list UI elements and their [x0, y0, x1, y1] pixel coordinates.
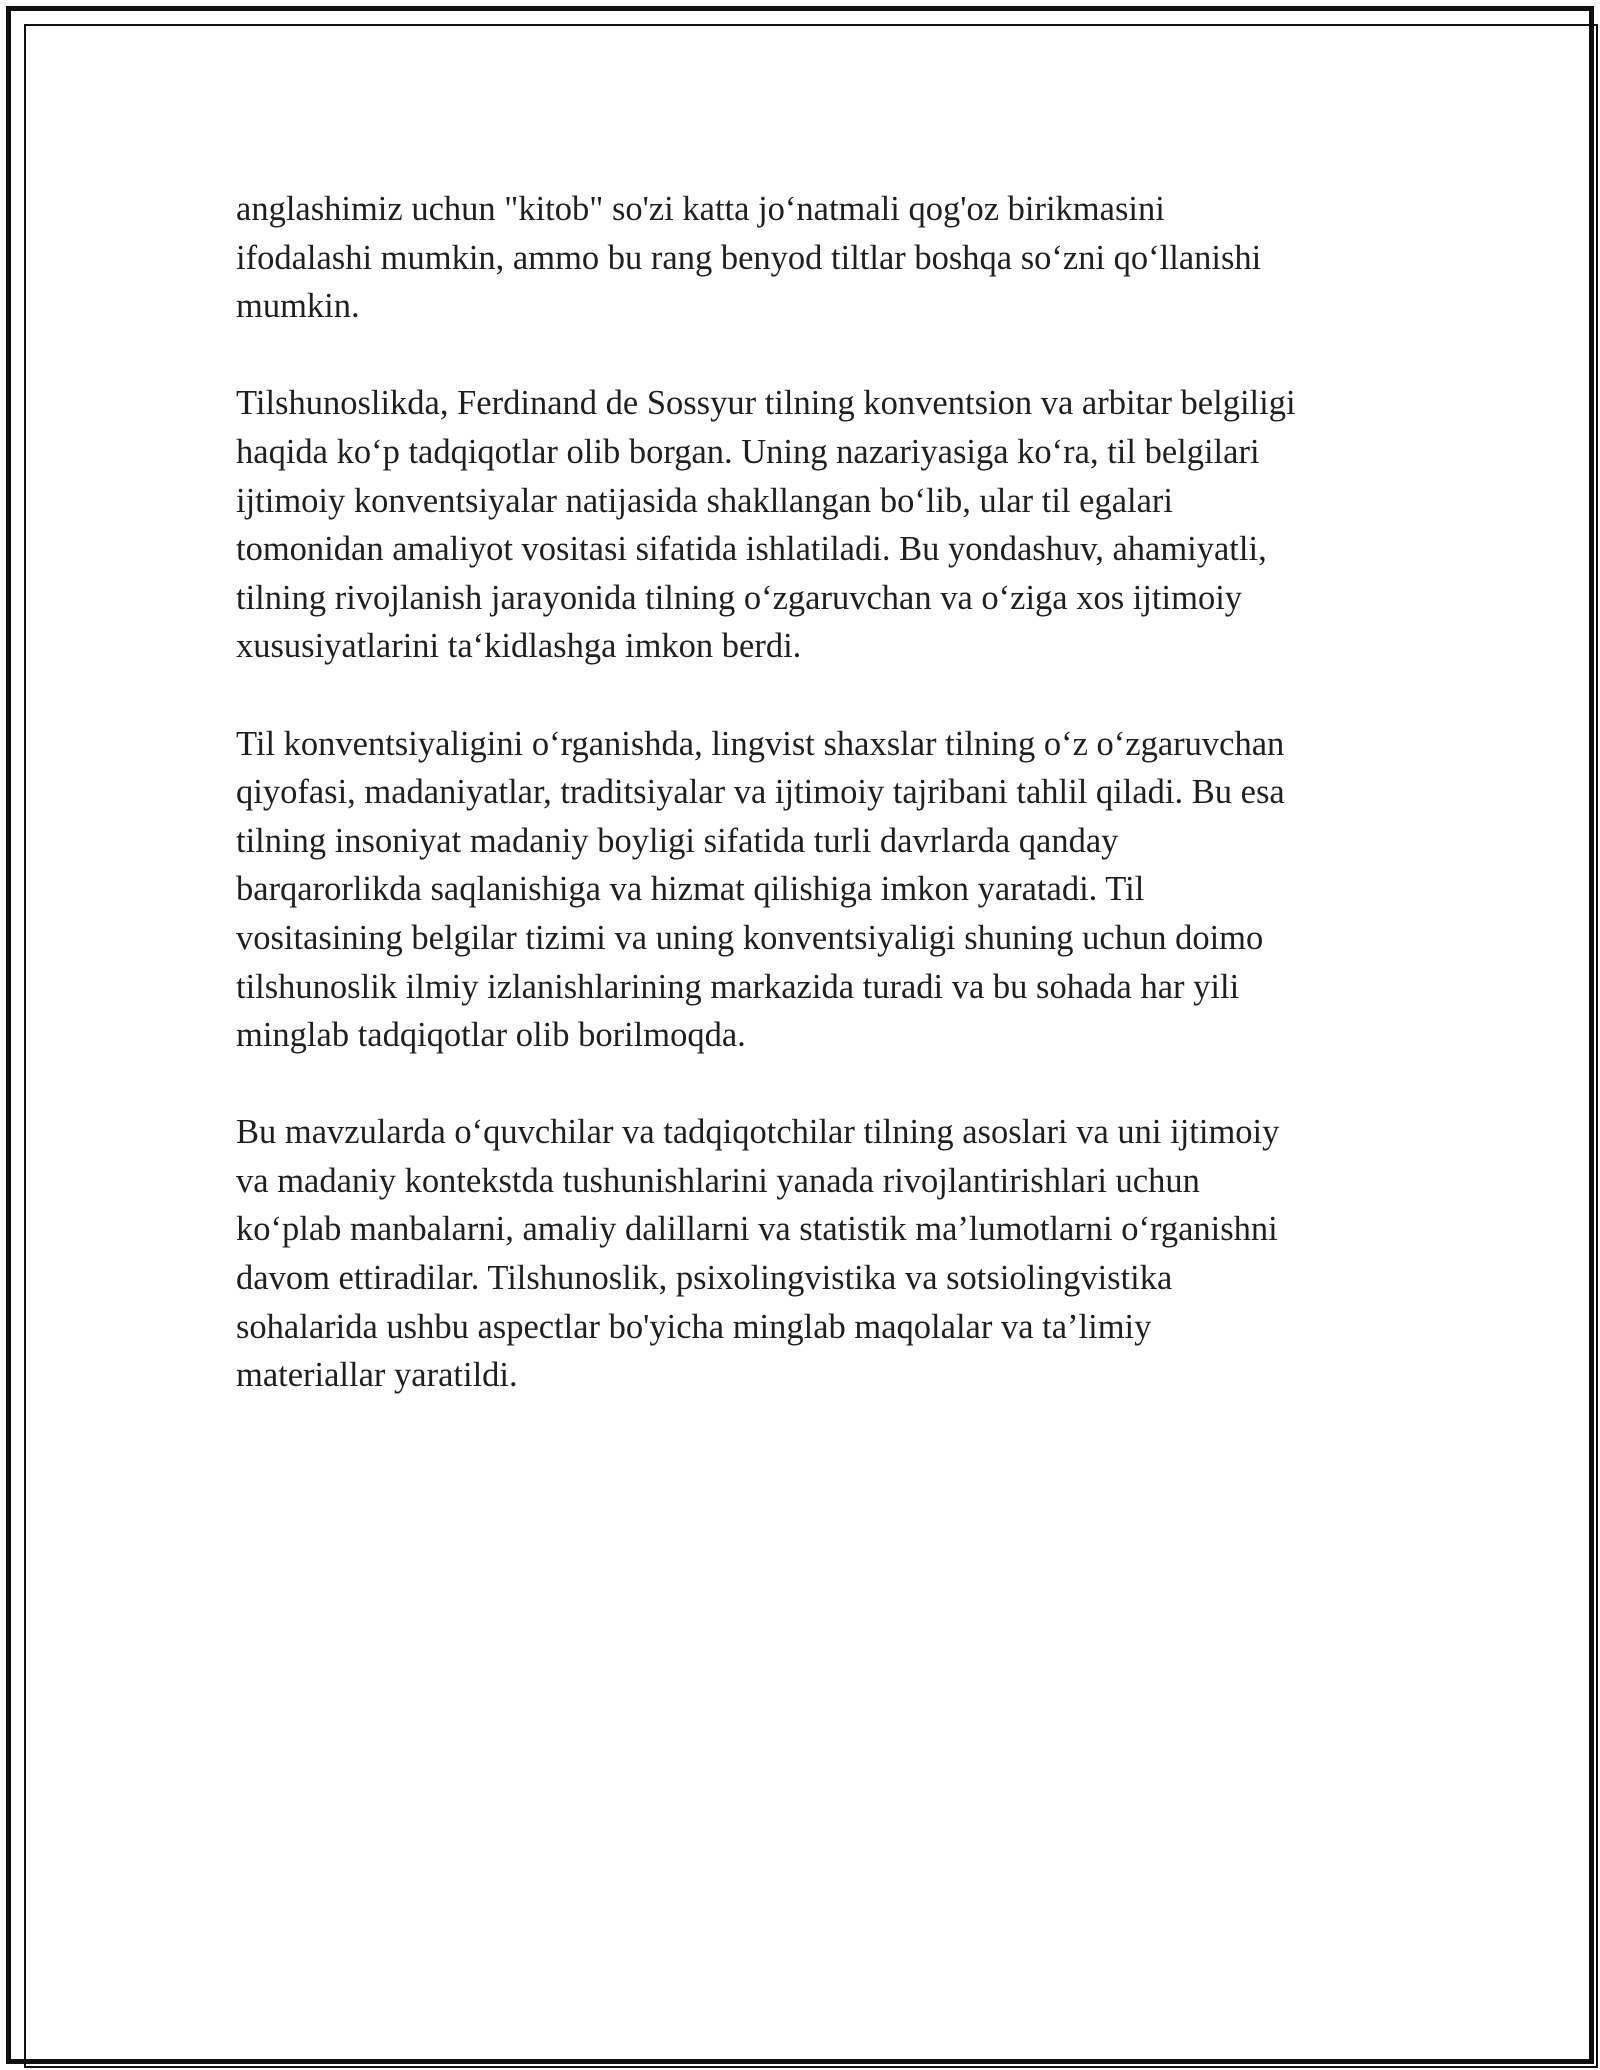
text-line: Tilshunoslikda, Ferdinand de Sossyur tilning konventsion va arbitar belgiligi	[236, 384, 1296, 423]
text-line: ko‘plab manbalarni, amaliy dalillarni va statistik ma’lumotlarni o‘rganishni	[236, 1210, 1278, 1249]
text-line: Bu mavzularda o‘quvchilar va tadqiqotchilar tilning asoslari va uni ijtimoiy	[236, 1113, 1280, 1152]
text-line: xususiyatlarini ta‘kidlashga imkon berdi.	[236, 627, 802, 666]
text-line: mumkin.	[236, 287, 360, 326]
text-line: haqida ko‘p tadqiqotlar olib borgan. Uning nazariyasiga ko‘ra, til belgilari	[236, 432, 1260, 471]
text-line: tilning rivojlanish jarayonida tilning o‘zgaruvchan va o‘ziga xos ijtimoiy	[236, 578, 1243, 617]
text-line: materiallar yaratildi.	[236, 1356, 518, 1395]
text-line: minglab tadqiqotlar olib borilmoqda.	[236, 1016, 746, 1055]
paragraph-1	[236, 185, 1386, 331]
text-line: tilshunoslik ilmiy izlanishlarining markazida turadi va bu sohada har yili	[236, 967, 1240, 1006]
text-line: qiyofasi, madaniyatlar, traditsiyalar va ijtimoiy tajribani tahlil qiladi. Bu esa	[236, 773, 1285, 812]
text-line: davom ettiradilar. Tilshunoslik, psixolingvistika va sotsiolingvistika	[236, 1259, 1173, 1298]
text-line: ifodalashi mumkin, ammo bu rang benyod tiltlar boshqa so‘zni qo‘llanishi	[236, 238, 1262, 277]
text-line: anglashimiz uchun "kitob" so'zi katta jo‘natmali qog'oz birikmasini	[236, 190, 1165, 228]
text-line: va madaniy kontekstda tushunishlarini yanada rivojlantirishlari uchun	[236, 1161, 1200, 1200]
text-line: tomonidan amaliyot vositasi sifatida ishlatiladi. Bu yondashuv, ahamiyatli,	[236, 530, 1267, 569]
paragraph-3	[236, 720, 1386, 1060]
text-line: tilning insoniyat madaniy boyligi sifatida turli davrlarda qanday	[236, 821, 1119, 860]
paragraph-4	[236, 1108, 1386, 1400]
document-body	[236, 185, 1386, 1448]
text-line: sohalarida ushbu aspectlar bo'yicha minglab maqolalar va ta’limiy	[236, 1307, 1152, 1346]
paragraph-2	[236, 379, 1386, 671]
text-line: barqarorlikda saqlanishiga va hizmat qilishiga imkon yaratadi. Til	[236, 870, 1145, 909]
text-line: vositasining belgilar tizimi va uning konventsiyaligi shuning uchun doimo	[236, 918, 1264, 957]
text-line: Til konventsiyaligini o‘rganishda, lingvist shaxslar tilning o‘z o‘zgaruvchan	[236, 724, 1285, 763]
text-line: ijtimoiy konventsiyalar natijasida shakllangan bo‘lib, ular til egalari	[236, 481, 1174, 520]
